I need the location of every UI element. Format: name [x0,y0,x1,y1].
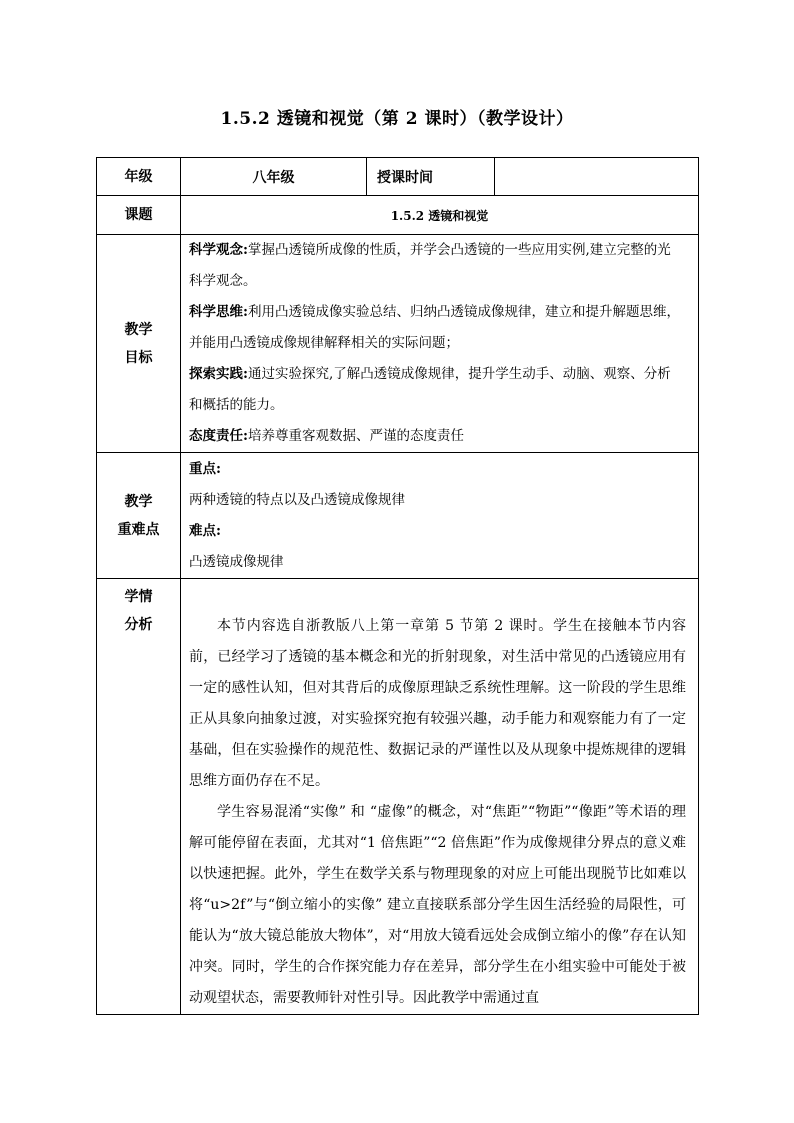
analysis-content [181,579,699,1015]
document-title: 1.5.2 透镜和视觉（第 2 课时）（教学设计） [220,109,574,129]
keypoints-row [97,453,699,579]
keypoints-label [97,453,181,579]
grade-row [97,158,699,196]
goal-text: 通过实验探究,了解凸透镜成像规律，提升学生动手、动脑、观察、分析和概括的能力。 [189,366,671,413]
goal-item [189,421,684,452]
goal-key: 科学观念: [189,242,248,258]
keypoints-label-line1: 教学 [124,493,153,510]
lesson-plan-table [96,157,699,1015]
goal-key: 态度责任: [189,428,248,444]
goals-label-line2: 目标 [124,349,153,366]
grade-label: 年级 [97,158,181,196]
goal-key: 科学思维: [189,304,248,320]
goals-label-line1: 教学 [124,321,153,338]
goal-item [189,297,684,359]
difficulty-text: 凸透镜成像规律 [189,553,284,570]
goals-content [181,235,699,453]
keypoints-content [181,453,699,579]
topic-label: 课题 [97,196,181,235]
key-point-text: 两种透镜的特点以及凸透镜成像规律 [189,491,405,508]
analysis-label-line2: 分析 [124,617,153,633]
key-point-title: 重点: [189,460,221,477]
class-time-value [495,158,699,196]
analysis-label-line1: 学情 [124,589,153,605]
analysis-row [97,579,699,1015]
goal-key: 探索实践: [189,366,248,382]
analysis-paragraph: 本节内容选自浙教版八上第一章第 5 节第 2 课时。学生在接触本节内容前，已经学习了透镜的基本概念和光的折射现象，对生活中常见的凸透镜应用有一定的感性认知，但对其背后的成像原理缺乏系统性理解。这一阶段的学生思维正从具象向抽象过渡，对实验探究抱有较强兴趣，动手能力和观察能力有了一定基础，但在实验操作的规范性、数据记录的严谨性以及从现象中提炼规律的逻辑思维方面仍存在不足。 [189,618,686,789]
goal-text: 利用凸透镜成像实验总结、归纳凸透镜成像规律，建立和提升解题思维，并能用凸透镜成像规律解释相关的实际问题； [189,304,680,351]
goals-row [97,235,699,453]
goal-text: 培养尊重客观数据、严谨的态度责任 [247,428,464,444]
grade-value: 八年级 [181,158,367,196]
goals-label [97,235,181,453]
topic-value: 1.5.2 透镜和视觉 [181,196,699,235]
class-time-label: 授课时间 [367,158,495,196]
analysis-label [97,579,181,1015]
goal-text: 掌握凸透镜所成像的性质，并学会凸透镜的一些应用实例,建立完整的光科学观念。 [189,242,671,289]
topic-row [97,196,699,235]
goal-item [189,359,684,421]
difficulty-title: 难点: [189,522,221,539]
analysis-paragraph: 学生容易混淆“实像” 和 “虚像”的概念，对“焦距”“物距”“像距”等术语的理解可能停留在表面，尤其对“1 倍焦距”“2 倍焦距”作为成像规律分界点的意义难以快速把握。此外，学生在数学关系与物理现象的对应上可能出现脱节比如难以将“u>2f”与“倒立缩小的实像” 建立直接联系部分学生因生活经验的局限性，可能认为“放大镜总能放大物体”，对“用放大镜看远处会成倒立缩小的像”存在认知冲突。同时，学生的合作探究能力存在差异，部分学生在小组实验中可能处于被动观望状态，需要教师针对性引导。因此教学中需通过直 [189,804,686,1006]
keypoints-label-line2: 重难点 [117,521,160,538]
goal-item [189,235,684,297]
